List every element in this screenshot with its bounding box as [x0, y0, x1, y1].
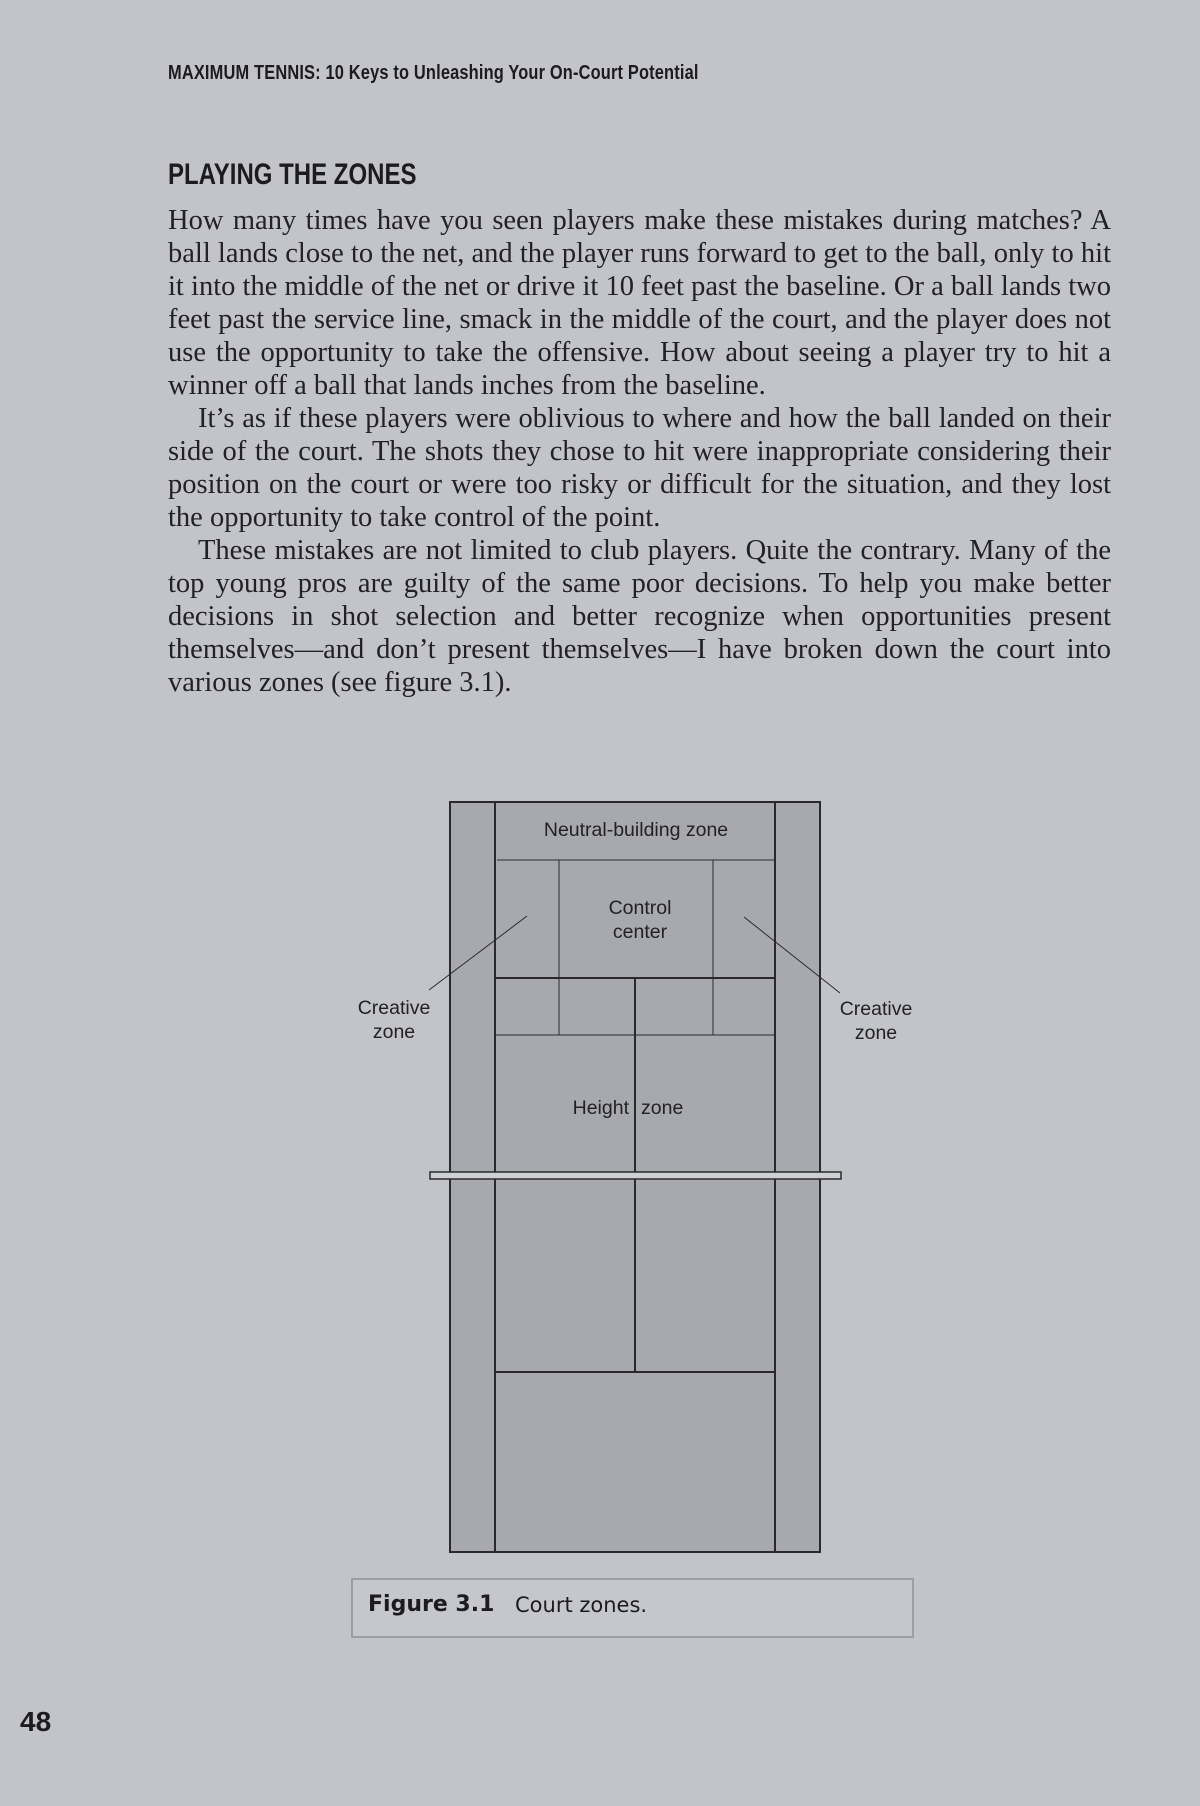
- figure-number: Figure 3.1: [368, 1592, 495, 1617]
- figure-caption: [351, 1578, 914, 1638]
- height-label-left: Height: [572, 1097, 629, 1119]
- running-head: MAXIMUM TENNIS: 10 Keys to Unleashing Your On-Court Potential: [168, 62, 699, 84]
- creative-left-label-line2: zone: [372, 1021, 416, 1043]
- control-center-label-line1: Control: [608, 897, 672, 919]
- paragraph: These mistakes are not limited to club players. Quite the contrary. Many of the top young pros are guilty of the same poor decisions. To help you make better decisions in shot selection and better recognize when opportunities present themselves—and don’t present themselves—I have broken down the court into various zones (see figure 3.1).: [168, 535, 1111, 698]
- figure-caption-text: Court zones.: [515, 1593, 648, 1617]
- page-number: 48: [20, 1706, 52, 1737]
- net: [430, 1172, 841, 1179]
- height-label-right: zone: [641, 1097, 684, 1119]
- control-center-label-line2: center: [612, 921, 668, 943]
- neutral-building-label: Neutral-building zone: [543, 819, 729, 841]
- creative-right-label-line1: Creative: [839, 998, 913, 1020]
- creative-right-label-line2: zone: [854, 1022, 898, 1044]
- paragraph: It’s as if these players were oblivious to where and how the ball landed on their side of the court. The shots they chose to hit were inappropriate considering their position on the court or were too risky or difficult for the situation, and they lost the opportunity to take control of the point.: [168, 403, 1111, 533]
- section-title: PLAYING THE ZONES: [168, 158, 417, 191]
- paragraph: How many times have you seen players make these mistakes during matches? A ball lands close to the net, and the player runs forward to get to the ball, only to hit it into the middle of the net or drive it 10 feet past the baseline. Or a ball lands two feet past the service line, smack in the middle of the court, and the player does not use the opportunity to take the offensive. How about seeing a player try to hit a winner off a ball that lands inches from the baseline.: [168, 205, 1111, 401]
- creative-left-label-line1: Creative: [357, 997, 431, 1019]
